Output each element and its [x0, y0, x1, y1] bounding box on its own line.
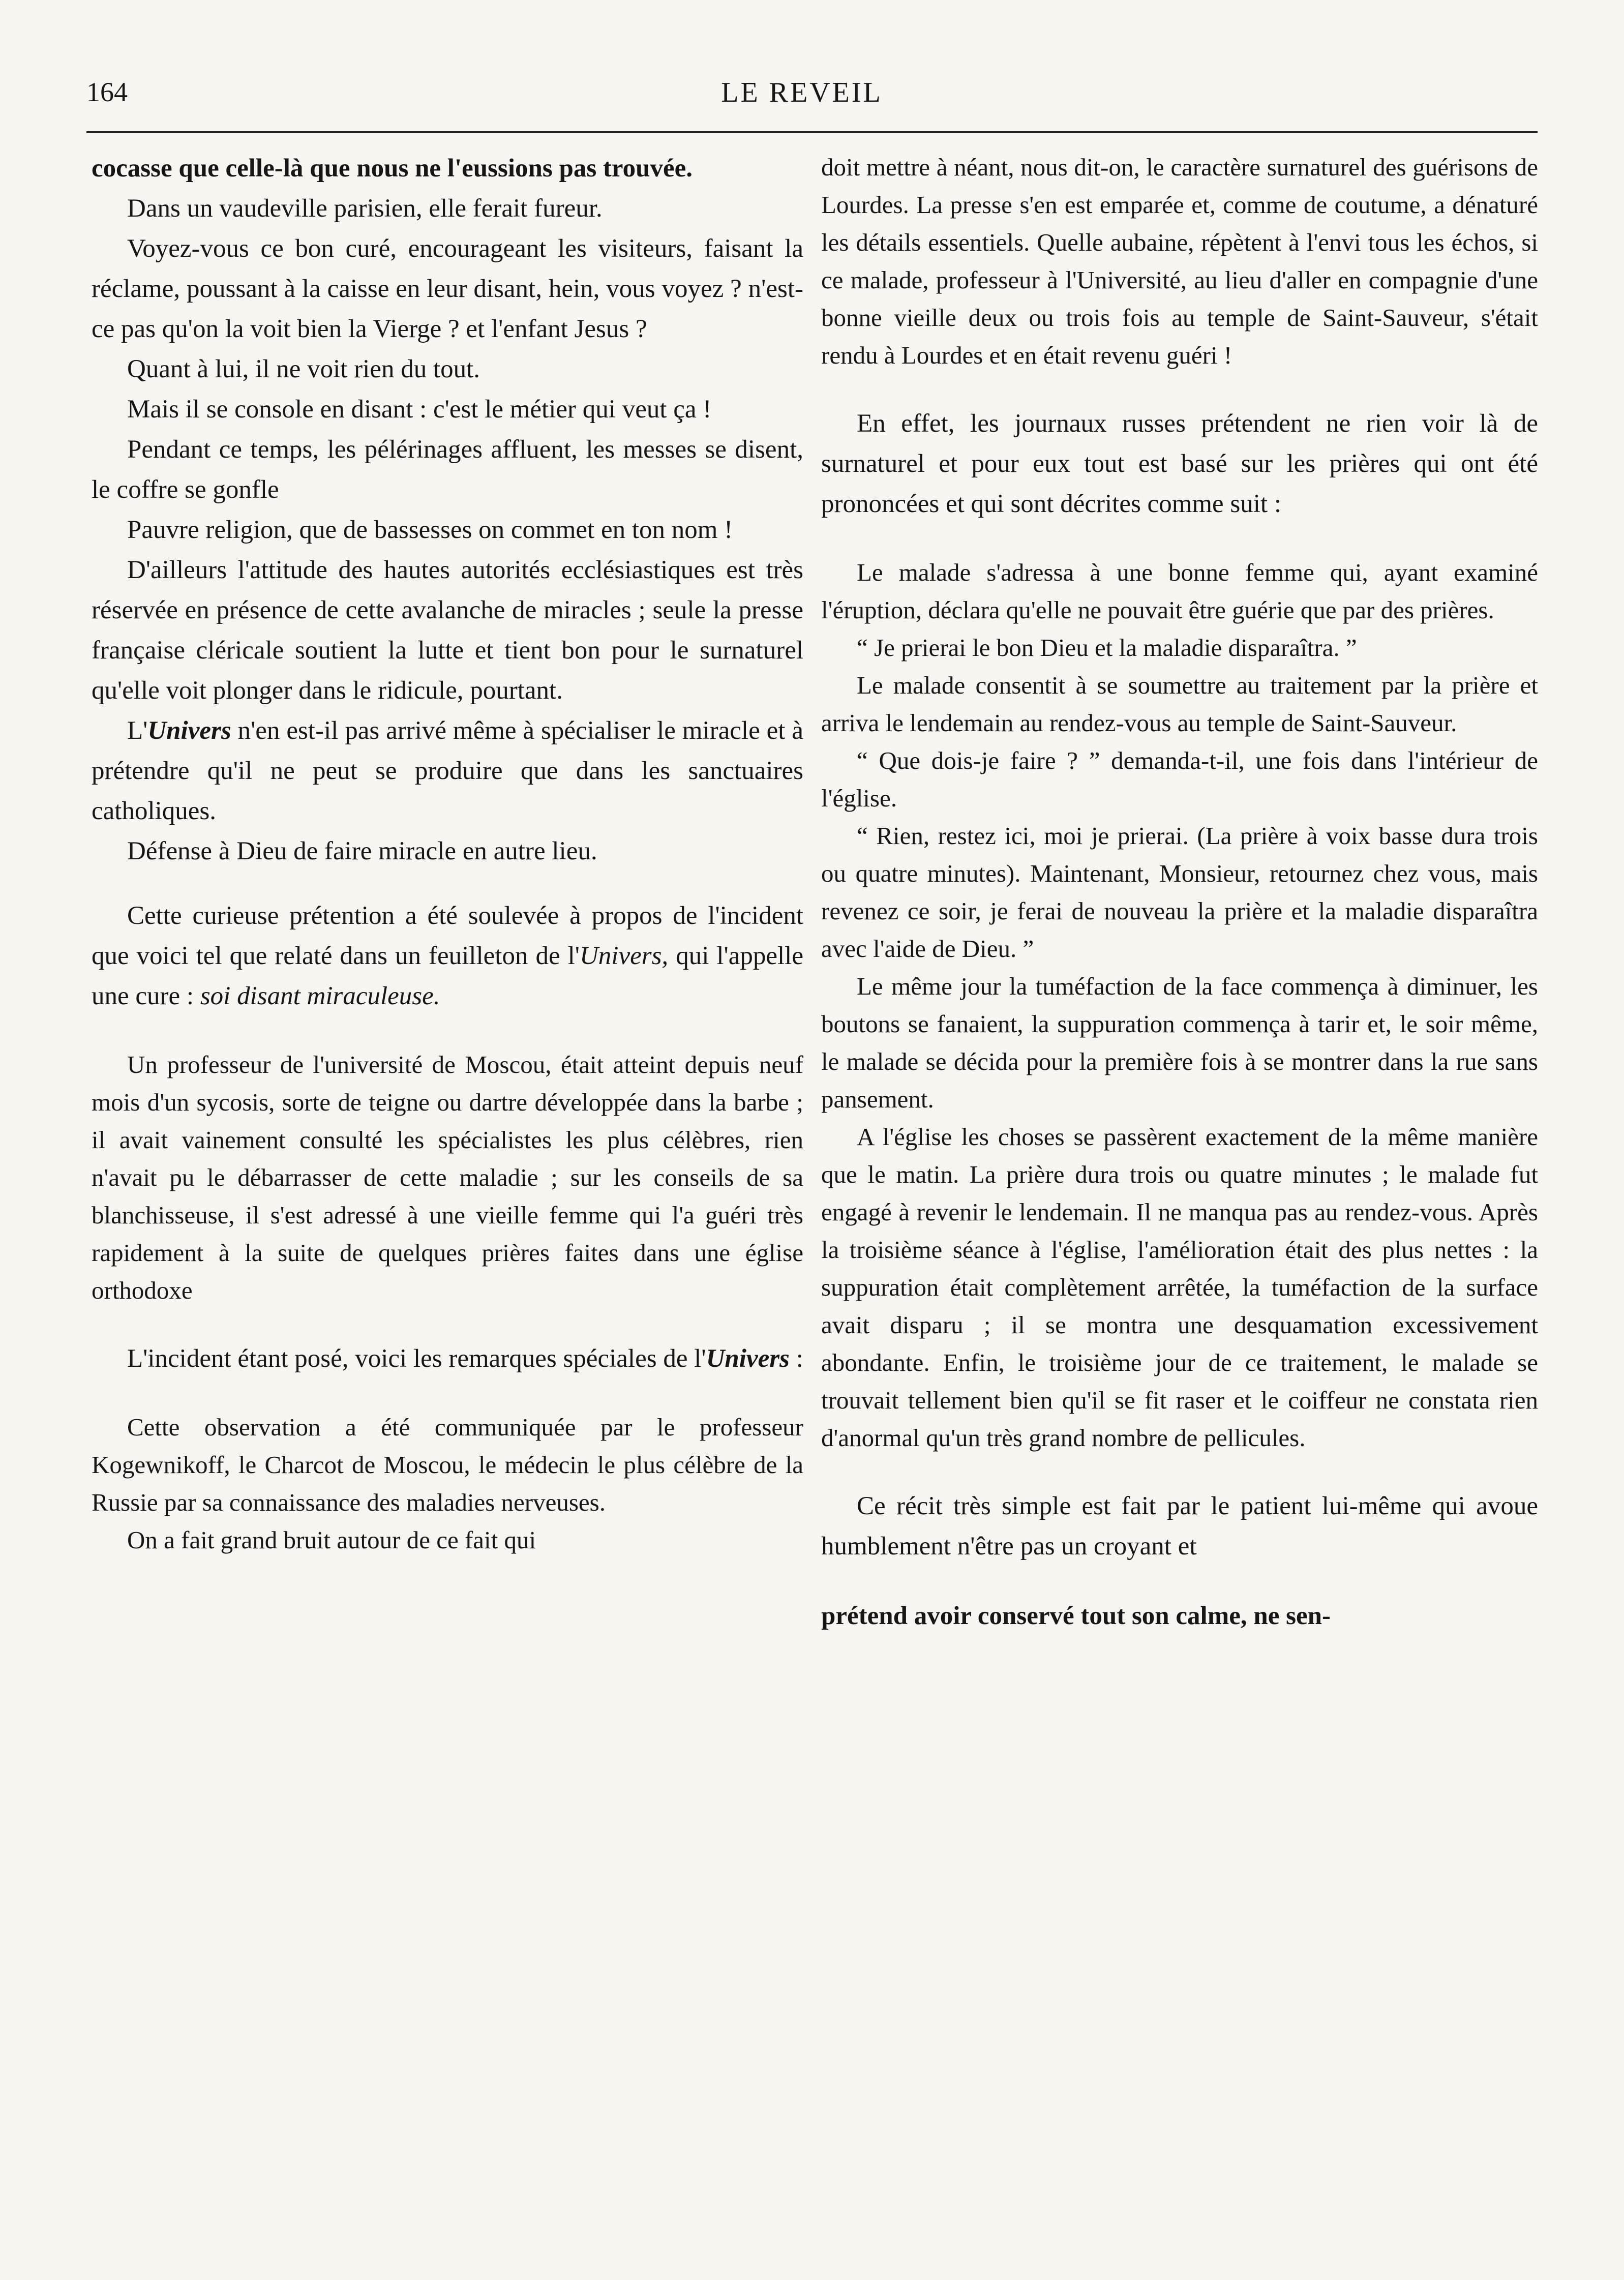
- paragraph: Ce récit très simple est fait par le patient lui-même qui avoue humblement n'être pas un croyant et: [821, 1492, 1538, 1561]
- running-title: LE REVEIL: [721, 77, 883, 108]
- paragraph: [92, 1339, 803, 1379]
- quoted-phrase: soi disant miraculeuse.: [200, 982, 440, 1010]
- text-run: :: [789, 1344, 803, 1373]
- paragraph: Défense à Dieu de faire miracle en autre lieu.: [127, 837, 597, 865]
- paragraph: Pendant ce temps, les pélérinages affluent, les messes se disent, le coffre se gonfle: [92, 435, 803, 504]
- paragraph: [92, 711, 803, 831]
- text-run: L'incident étant posé, voici les remarques spéciales de l': [127, 1344, 706, 1373]
- text-run: Cette curieuse prétention a été soulevée à propos de l'incident que voici tel que relaté dans un feuilleton de l': [92, 902, 803, 970]
- paragraph: D'ailleurs l'attitude des hautes autorités ecclésiastiques est très réservée en présence de cette avalanche de miracles ; seule la presse française cléricale soutient la lutte et tient bon pour le surnaturel qu'elle voit plonger dans le ridicule, pourtant.: [92, 556, 803, 705]
- quoted-paragraph: Le même jour la tuméfaction de la face commença à diminuer, les boutons se fanaient, la suppuration commença à tarir et, le soir même, le malade se décida pour la première fois à se montrer dans la rue sans pansement.: [821, 972, 1538, 1113]
- quoted-paragraph: doit mettre à néant, nous dit-on, le caractère surnaturel des guérisons de Lourdes. La presse s'en est emparée et, comme de coutume, a dénaturé les détails essentiels. Quelle aubaine, répètent à l'envi tous les échos, si ce malade, professeur à l'Université, au lieu d'aller en compagnie d'une bonne vieille deux ou trois fois au temple de Saint-Sauveur, s'était rendu à Lourdes et en était revenu guéri !: [821, 153, 1538, 369]
- quoted-paragraph: Le malade consentit à se soumettre au traitement par la prière et arriva le lendemain au rendez-vous au temple de Saint-Sauveur.: [821, 671, 1538, 737]
- publication-name: Univers,: [579, 942, 669, 970]
- paragraph: cocasse que celle-là que nous ne l'eussions pas trouvée.: [92, 154, 693, 183]
- text-run: L': [127, 716, 148, 745]
- paragraph: prétend avoir conservé tout son calme, ne sen-: [821, 1602, 1331, 1630]
- header-rule: [86, 131, 1538, 133]
- right-column: [821, 148, 1538, 1636]
- text-run: n'en est-il pas arrivé même à spécialiser le miracle et à prétendre qu'il ne peut se produire que dans les sanctuaires catholiques.: [92, 716, 803, 825]
- page-number: 164: [86, 77, 128, 107]
- publication-name: Univers: [706, 1344, 790, 1373]
- quoted-paragraph: “ Rien, restez ici, moi je prierai. (La prière à voix basse dura trois ou quatre minutes). Maintenant, Monsieur, retournez chez vous, mais revenez ce soir, je ferai de nouveau la prière et la maladie disparaîtra avec l'aide de Dieu. ”: [821, 822, 1538, 963]
- paragraph: En effet, les journaux russes prétendent ne rien voir là de surnaturel et pour eux tout est basé sur les prières qui ont été prononcées et qui sont décrites comme suit :: [821, 409, 1538, 518]
- quoted-paragraph: Cette observation a été communiquée par le professeur Kogewnikoff, le Charcot de Moscou, le médecin le plus célèbre de la Russie par sa connaissance des maladies nerveuses.: [92, 1413, 803, 1516]
- text-run: qui l'appelle une cure :: [92, 942, 803, 1010]
- publication-name: Univers: [147, 716, 231, 745]
- quoted-paragraph: On a fait grand bruit autour de ce fait qui: [127, 1526, 536, 1554]
- left-column: [92, 148, 803, 1559]
- quoted-paragraph: “ Que dois-je faire ? ” demanda-t-il, une fois dans l'intérieur de l'église.: [821, 746, 1538, 812]
- paragraph: [92, 896, 803, 1016]
- quoted-paragraph: A l'église les choses se passèrent exactement de la même manière que le matin. La prière dura trois ou quatre minutes ; le malade fut engagé à revenir le lendemain. Il ne manqua pas au rendez-vous. Après la troisième séance à l'église, l'amélioration était des plus nettes : la suppuration était complètement arrêtée, la tuméfaction de la surface avait disparu ; il se montra une desquamation excessivement abondante. Enfin, le troisième jour de ce traitement, le malade se trouvait tellement bien qu'il se fit raser et le coiffeur ne constata rien d'anormal qu'un très grand nombre de pellicules.: [821, 1123, 1538, 1452]
- paragraph: Mais il se console en disant : c'est le métier qui veut ça !: [127, 395, 712, 424]
- paragraph: Voyez-vous ce bon curé, encourageant les visiteurs, faisant la réclame, poussant à la caisse en leur disant, hein, vous voyez ? n'est-ce pas qu'on la voit bien la Vierge ? et l'enfant Jesus ?: [92, 234, 803, 343]
- running-header: [86, 76, 1517, 132]
- quoted-paragraph: Un professeur de l'université de Moscou, était atteint depuis neuf mois d'un sycosis, sorte de teigne ou dartre développée dans la barbe ; il avait vainement consulté les spécialistes les plus célèbres, rien n'avait pu le débarrasser de cette maladie ; sur les conseils de sa blanchisseuse, il s'est adressé à une vieille femme qui l'a guéri très rapidement à la suite de quelques prières faites dans une église orthodoxe: [92, 1051, 803, 1304]
- paragraph: Pauvre religion, que de bassesses on commet en ton nom !: [127, 516, 733, 544]
- paragraph: Quant à lui, il ne voit rien du tout.: [127, 355, 480, 383]
- quoted-paragraph: Le malade s'adressa à une bonne femme qui, ayant examiné l'éruption, déclara qu'elle ne pouvait être guérie que par des prières.: [821, 558, 1538, 624]
- quoted-paragraph: “ Je prierai le bon Dieu et la maladie disparaîtra. ”: [857, 634, 1357, 662]
- paragraph: Dans un vaudeville parisien, elle ferait fureur.: [127, 194, 603, 223]
